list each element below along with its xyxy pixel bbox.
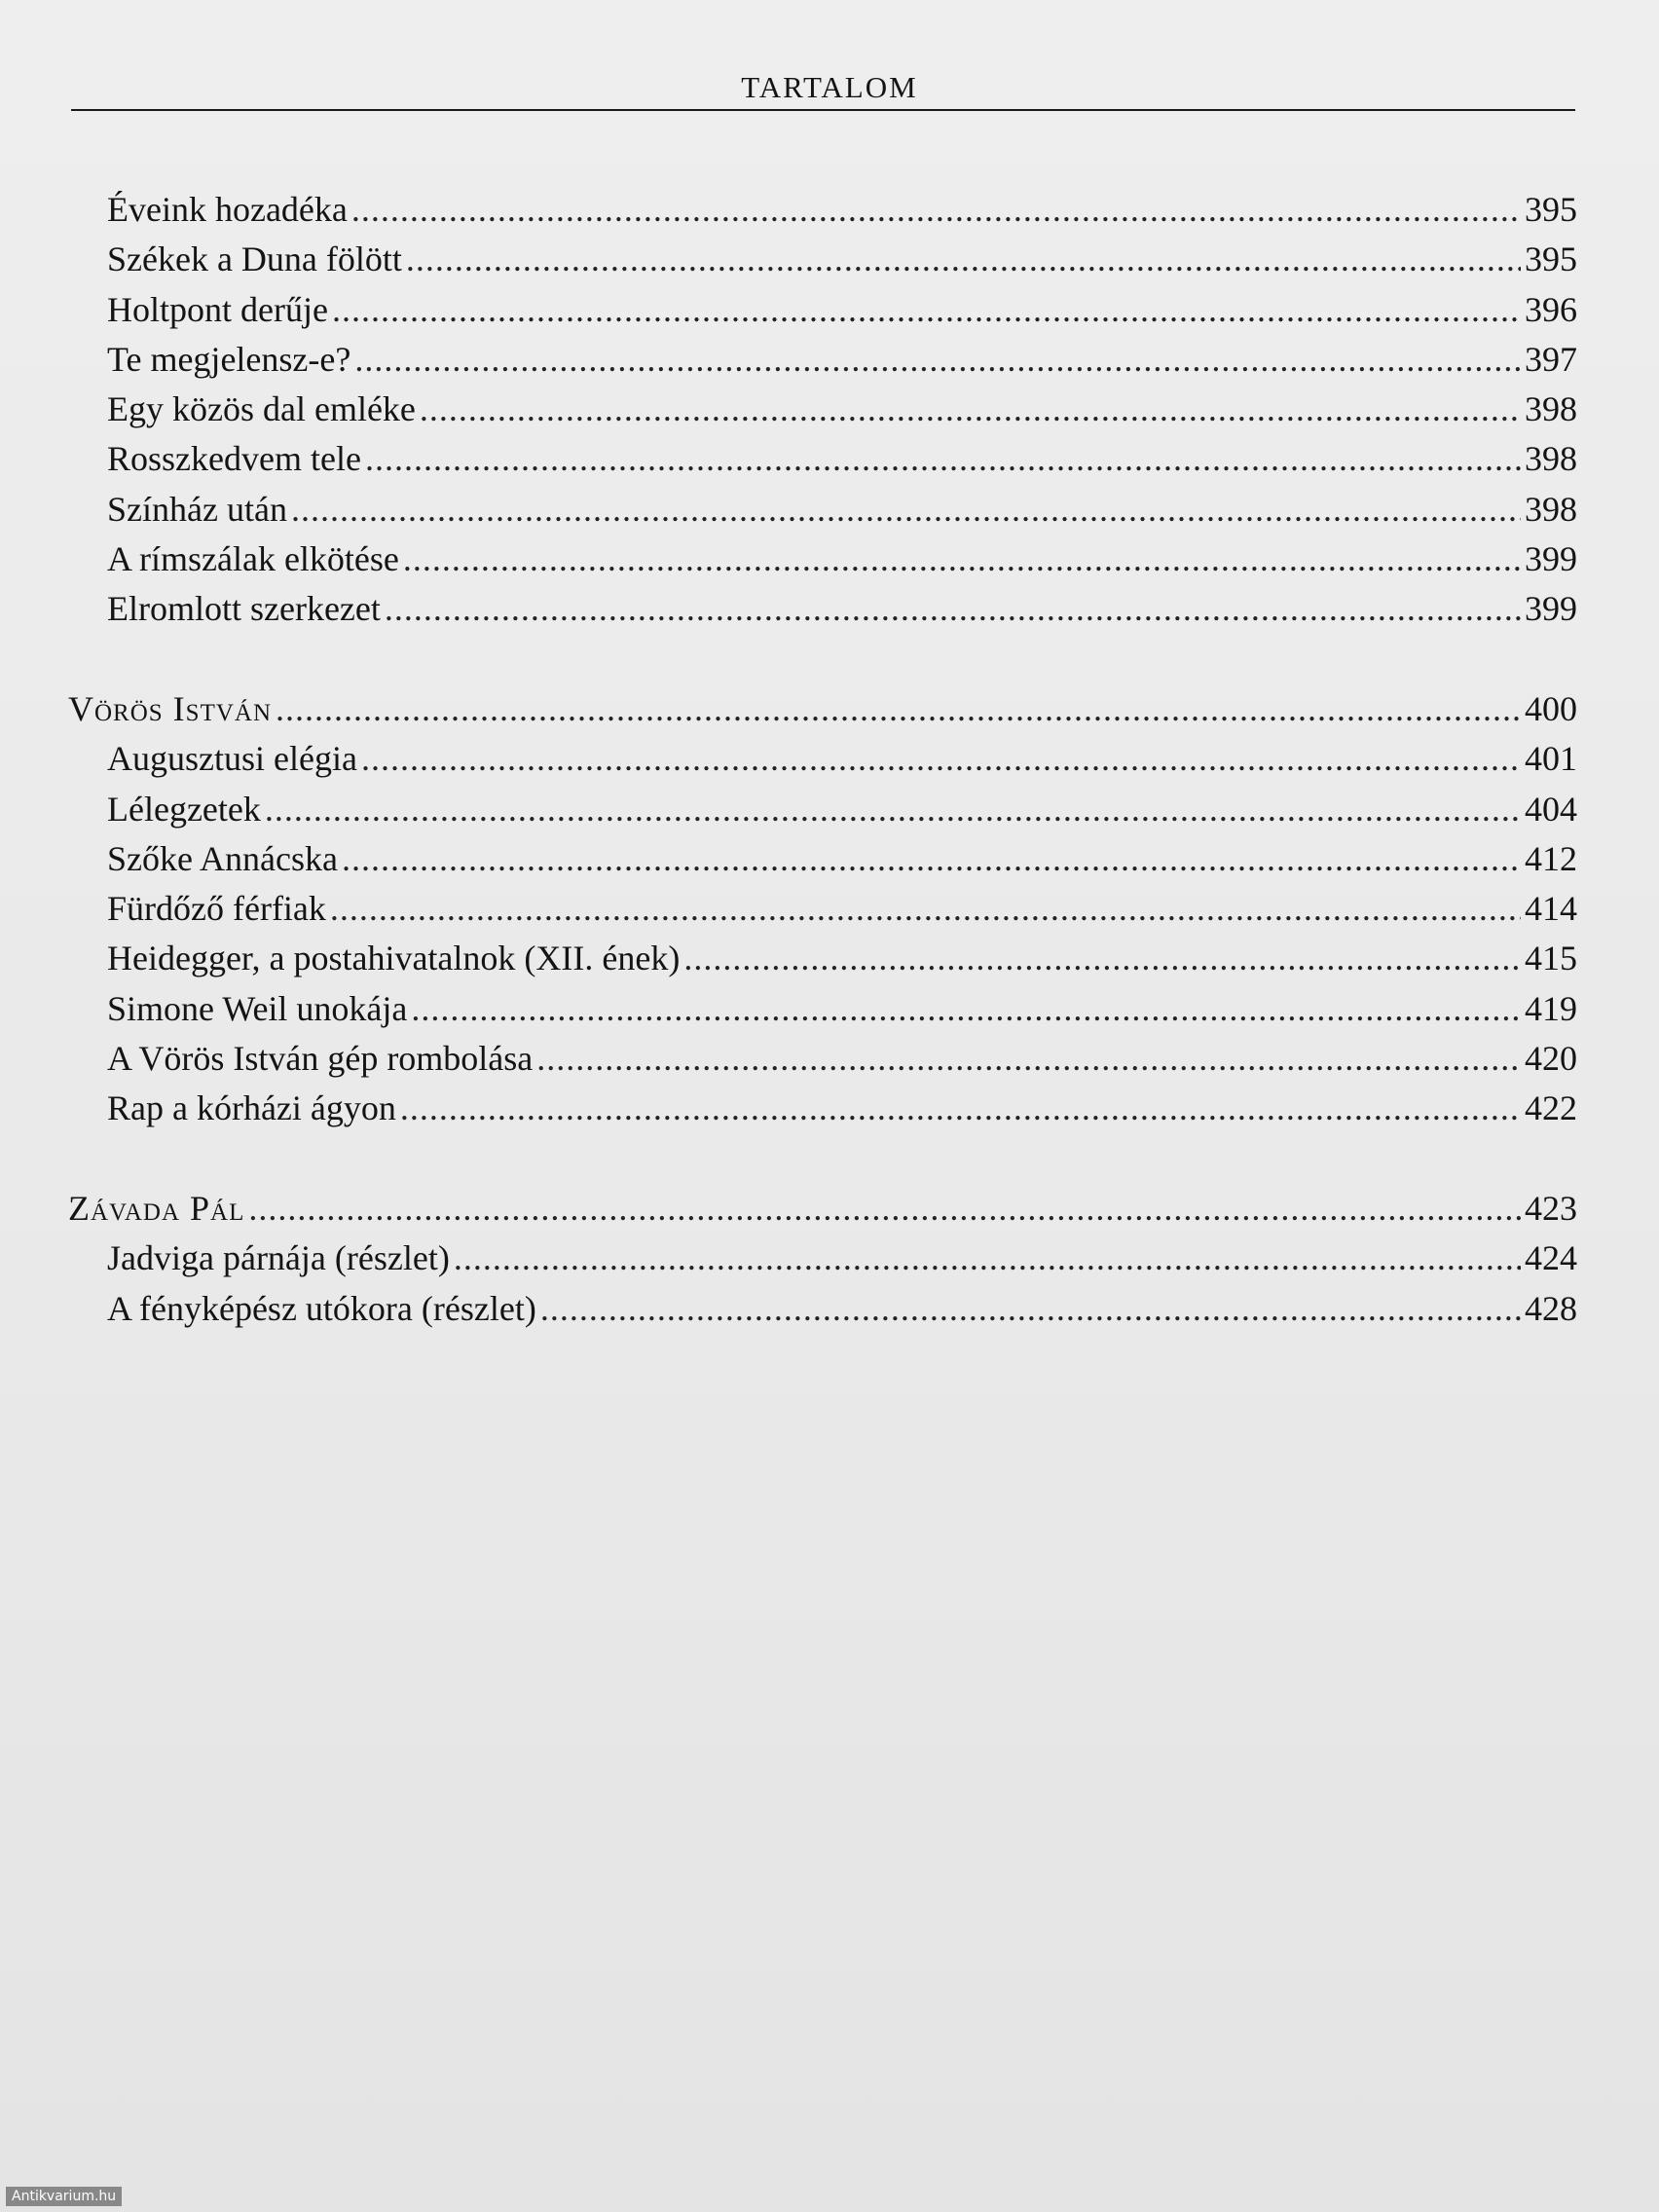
toc-entry-page: 396: [1525, 289, 1577, 329]
section-gap: [68, 639, 1577, 688]
toc-entry: [68, 1088, 1577, 1137]
toc-entry: [68, 189, 1577, 239]
leader-dots: [540, 1288, 1521, 1329]
toc-entry-page: 412: [1525, 838, 1577, 878]
leader-dots: [536, 1038, 1521, 1079]
toc-entry-title: Lélegzetek: [107, 789, 261, 829]
toc-entry-title: A Vörös István gép rombolása: [107, 1039, 534, 1079]
toc-entry-page: 400: [1525, 688, 1577, 728]
toc-entry-title: Heidegger, a postahivatalnok (XII. ének): [107, 939, 681, 978]
toc-entry-page: 395: [1525, 240, 1577, 279]
toc-entry: [68, 289, 1577, 339]
toc-entry: [68, 988, 1577, 1038]
section-gap: [68, 1138, 1577, 1188]
toc-entry: [68, 588, 1577, 638]
leader-dots: [361, 738, 1521, 779]
toc-entry-title: Éveink hozadéka: [107, 190, 348, 229]
toc-entry: [68, 1288, 1577, 1338]
toc-entry-title: Rosszkedvem tele: [107, 439, 361, 479]
toc-entry-page: 420: [1525, 1039, 1577, 1079]
leader-dots: [420, 388, 1521, 429]
toc-entry-page: 414: [1525, 889, 1577, 929]
toc-entry-title: Színház után: [107, 489, 287, 529]
toc-entry-page: 404: [1525, 789, 1577, 829]
leader-dots: [276, 688, 1521, 729]
leader-dots: [330, 888, 1521, 929]
toc-entry: [68, 1237, 1577, 1287]
leader-dots: [291, 489, 1521, 530]
toc-entry-page: 398: [1525, 389, 1577, 429]
toc-entry: [68, 339, 1577, 388]
toc-entry: [68, 388, 1577, 438]
header-rule: [71, 109, 1575, 111]
toc-entry-title: A fényképész utókora (részlet): [107, 1288, 536, 1328]
toc-entry-page: 399: [1525, 589, 1577, 629]
toc-entry-page: 397: [1525, 339, 1577, 379]
leader-dots: [342, 838, 1521, 879]
toc-entry-title: Simone Weil unokája: [107, 988, 408, 1028]
toc-entry-page: 401: [1525, 739, 1577, 779]
toc-author-name: Vörös István: [68, 688, 273, 728]
toc-entry-title: Fürdőző férfiak: [107, 889, 326, 929]
leader-dots: [683, 938, 1521, 978]
toc-entry-page: 395: [1525, 190, 1577, 229]
toc-entry-page: 423: [1525, 1188, 1577, 1228]
toc-entry: [68, 538, 1577, 588]
toc-entry: [68, 789, 1577, 838]
toc-entry-page: 428: [1525, 1288, 1577, 1328]
toc-entry: [68, 1038, 1577, 1088]
leader-dots: [365, 438, 1521, 479]
table-of-contents: [68, 189, 1577, 1338]
toc-entry-title: Rap a kórházi ágyon: [107, 1088, 396, 1128]
leader-dots: [454, 1237, 1521, 1278]
toc-author-entry: [68, 1188, 1577, 1237]
toc-entry: [68, 438, 1577, 488]
leader-dots: [332, 289, 1521, 330]
leader-dots: [406, 239, 1521, 279]
toc-entry-title: Egy közös dal emléke: [107, 389, 416, 429]
leader-dots: [248, 1188, 1521, 1229]
running-head: TARTALOM: [741, 70, 918, 104]
leader-dots: [411, 988, 1521, 1029]
toc-entry-page: 419: [1525, 988, 1577, 1028]
toc-entry-page: 398: [1525, 439, 1577, 479]
toc-entry-page: 415: [1525, 939, 1577, 978]
leader-dots: [385, 588, 1521, 629]
toc-entry: [68, 239, 1577, 288]
toc-entry-title: Te megjelensz-e?: [107, 339, 351, 379]
toc-author-name: Závada Pál: [68, 1188, 245, 1228]
toc-entry-title: Holtpont derűje: [107, 289, 328, 329]
toc-entry-title: Elromlott szerkezet: [107, 589, 381, 629]
leader-dots: [403, 538, 1521, 579]
leader-dots: [265, 789, 1521, 830]
toc-entry-page: 399: [1525, 539, 1577, 579]
toc-entry-title: A rímszálak elkötése: [107, 539, 399, 579]
toc-entry-page: 422: [1525, 1088, 1577, 1128]
toc-entry-title: Szőke Annácska: [107, 838, 338, 878]
toc-entry-title: Jadviga párnája (részlet): [107, 1238, 450, 1278]
toc-entry: [68, 938, 1577, 987]
toc-entry-page: 424: [1525, 1238, 1577, 1278]
toc-entry: [68, 888, 1577, 938]
toc-entry-title: Augusztusi elégia: [107, 739, 357, 779]
leader-dots: [354, 339, 1521, 380]
toc-author-entry: [68, 688, 1577, 738]
watermark: Antikvarium.hu: [6, 2187, 122, 2206]
toc-entry: [68, 489, 1577, 538]
toc-entry: [68, 738, 1577, 788]
toc-entry: [68, 838, 1577, 888]
toc-entry-title: Székek a Duna fölött: [107, 240, 402, 279]
leader-dots: [400, 1088, 1521, 1128]
toc-entry-page: 398: [1525, 489, 1577, 529]
leader-dots: [351, 189, 1521, 230]
